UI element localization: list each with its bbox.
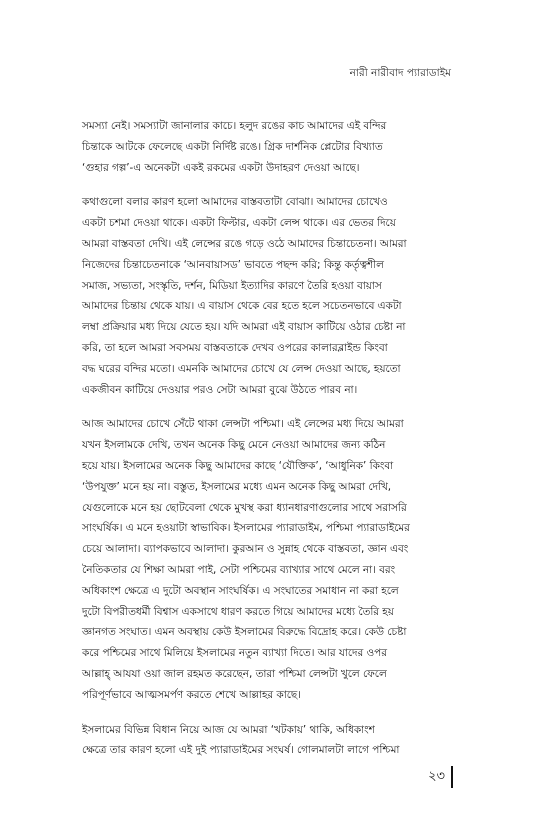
paragraph-1: সমস্যা নেই। সমস্যাটা জানালার কাচে। হলুদ রঙের কাচ আমাদের এই বন্দির চিন্তাকে আটকে ফেলেছে একটা নির্দিষ্ট রঙে। গ্রিক দার্শনিক প্লেটোর বিখ্যাত ‘গুহার গল্প’-এ অনেকটা একই রকমের একটা উদাহরণ দেওয়া আছে।	[82, 120, 387, 174]
page-number: ২৩	[428, 768, 445, 784]
body-text	[82, 116, 458, 775]
page-number-rule	[451, 766, 453, 788]
paragraph-3: আজ আমাদের চোখে সেঁটে থাকা লেন্সটা পশ্চিমা। এই লেন্সের মধ্য দিয়ে আমরা যখন ইসলামকে দেখি, তখন অনেক কিছু মেনে নেওয়া আমাদের জন্য কঠিন হয়ে যায়। ইসলামের অনেক কিছু আমাদের কাছে ‘যৌক্তিক’, ‘আধুনিক’ কিংবা ‘উপযুক্ত’ মনে হয় না। বস্তুত, ইসলামের মধ্যে এমন অনেক কিছু আমরা দেখি, যেগুলোকে মনে হয় ছোটবেলা থেকে মুখস্থ করা ধ্যানধারণাগুলোর সাথে সরাসরি সাংঘর্ষিক। এ মনে হওয়াটা স্বাভাবিক। ইসলামের প্যারাডাইম, পশ্চিমা প্যারাডাইমের চেয়ে আলাদা। ব্যাপকভাবে আলাদা। কুরআন ও সুন্নাহ থেকে বাস্তবতা, জ্ঞান এবং নৈতিকতার যে শিক্ষা আমরা পাই, সেটা পশ্চিমের ব্যাখ্যার সাথে মেলে না। বরং অধিকাংশ ক্ষেত্রে এ দুটো অবস্থান সাংঘর্ষিক। এ সংঘাতের সমাধান না করা হলে দুটো বিপরীতধর্মী বিশ্বাস একসাথে ধারণ করতে গিয়ে আমাদের মধ্যে তৈরি হয় জ্ঞানগত সংঘাত। এমন অবস্থায় কেউ ইসলামের বিরুদ্ধে বিদ্রোহ করে। কেউ চেষ্টা করে পশ্চিমের সাথে মিলিয়ে ইসলামের নতুন ব্যাখ্যা দিতে। আর যাদের ওপর আল্লাহ্‌ আযযা ওয়া জাল রহমত করেছেন, তারা পশ্চিমা লেন্সটা খুলে ফেলে পরিপূর্ণভাবে আত্মসমর্পণ করতে শেখে আল্লাহর কাছে।	[82, 418, 410, 701]
running-header: নারী নারীবাদ প্যারাডাইম	[349, 67, 451, 79]
page-footer	[428, 766, 453, 788]
paragraph-4: ইসলামের বিভিন্ন বিধান নিয়ে আজ যে আমরা ‘খটকায়’ থাকি, অধিকাংশ ক্ষেত্রে তার কারণ হলো এই দুই প্যারাডাইমের সংঘর্ষ। গোলমালটা লাগে পশ্চিমা	[82, 723, 400, 757]
paragraph-2: কথাগুলো বলার কারণ হলো আমাদের বাস্তবতাটা বোঝা। আমাদের চোখেও একটা চশমা দেওয়া থাকে। একটা ফিল্টার, একটা লেন্স থাকে। এর ভেতর দিয়ে আমরা বাস্তবতা দেখি। এই লেন্সের রঙে গড়ে ওঠে আমাদের চিন্তাচেতনা। আমরা নিজেদের চিন্তাচেতনাকে ‘আনবায়াসড’ ভাবতে পছন্দ করি; কিন্তু কর্তৃত্বশীল সমাজ, সভ্যতা, সংস্কৃতি, দর্শন, মিডিয়া ইত্যাদির কারণে তৈরি হওয়া বায়াস আমাদের চিন্তায় থেকে যায়। এ বায়াস থেকে বের হতে হলে সচেতনভাবে একটা লম্বা প্রক্রিয়ার মধ্য দিয়ে যেতে হয়। যদি আমরা এই বায়াস কাটিয়ে ওঠার চেষ্টা না করি, তা হলে আমরা সবসময় বাস্তবতাকে দেখব ওপরের কালারব্লাইন্ড কিংবা বদ্ধ ঘরের বন্দির মতো। এমনকি আমাদের চোখে যে লেন্স দেওয়া আছে, হয়তো একজীবন কাটিয়ে দেওয়ার পরও সেটা আমরা বুঝে উঠতে পারব না।	[82, 196, 407, 396]
